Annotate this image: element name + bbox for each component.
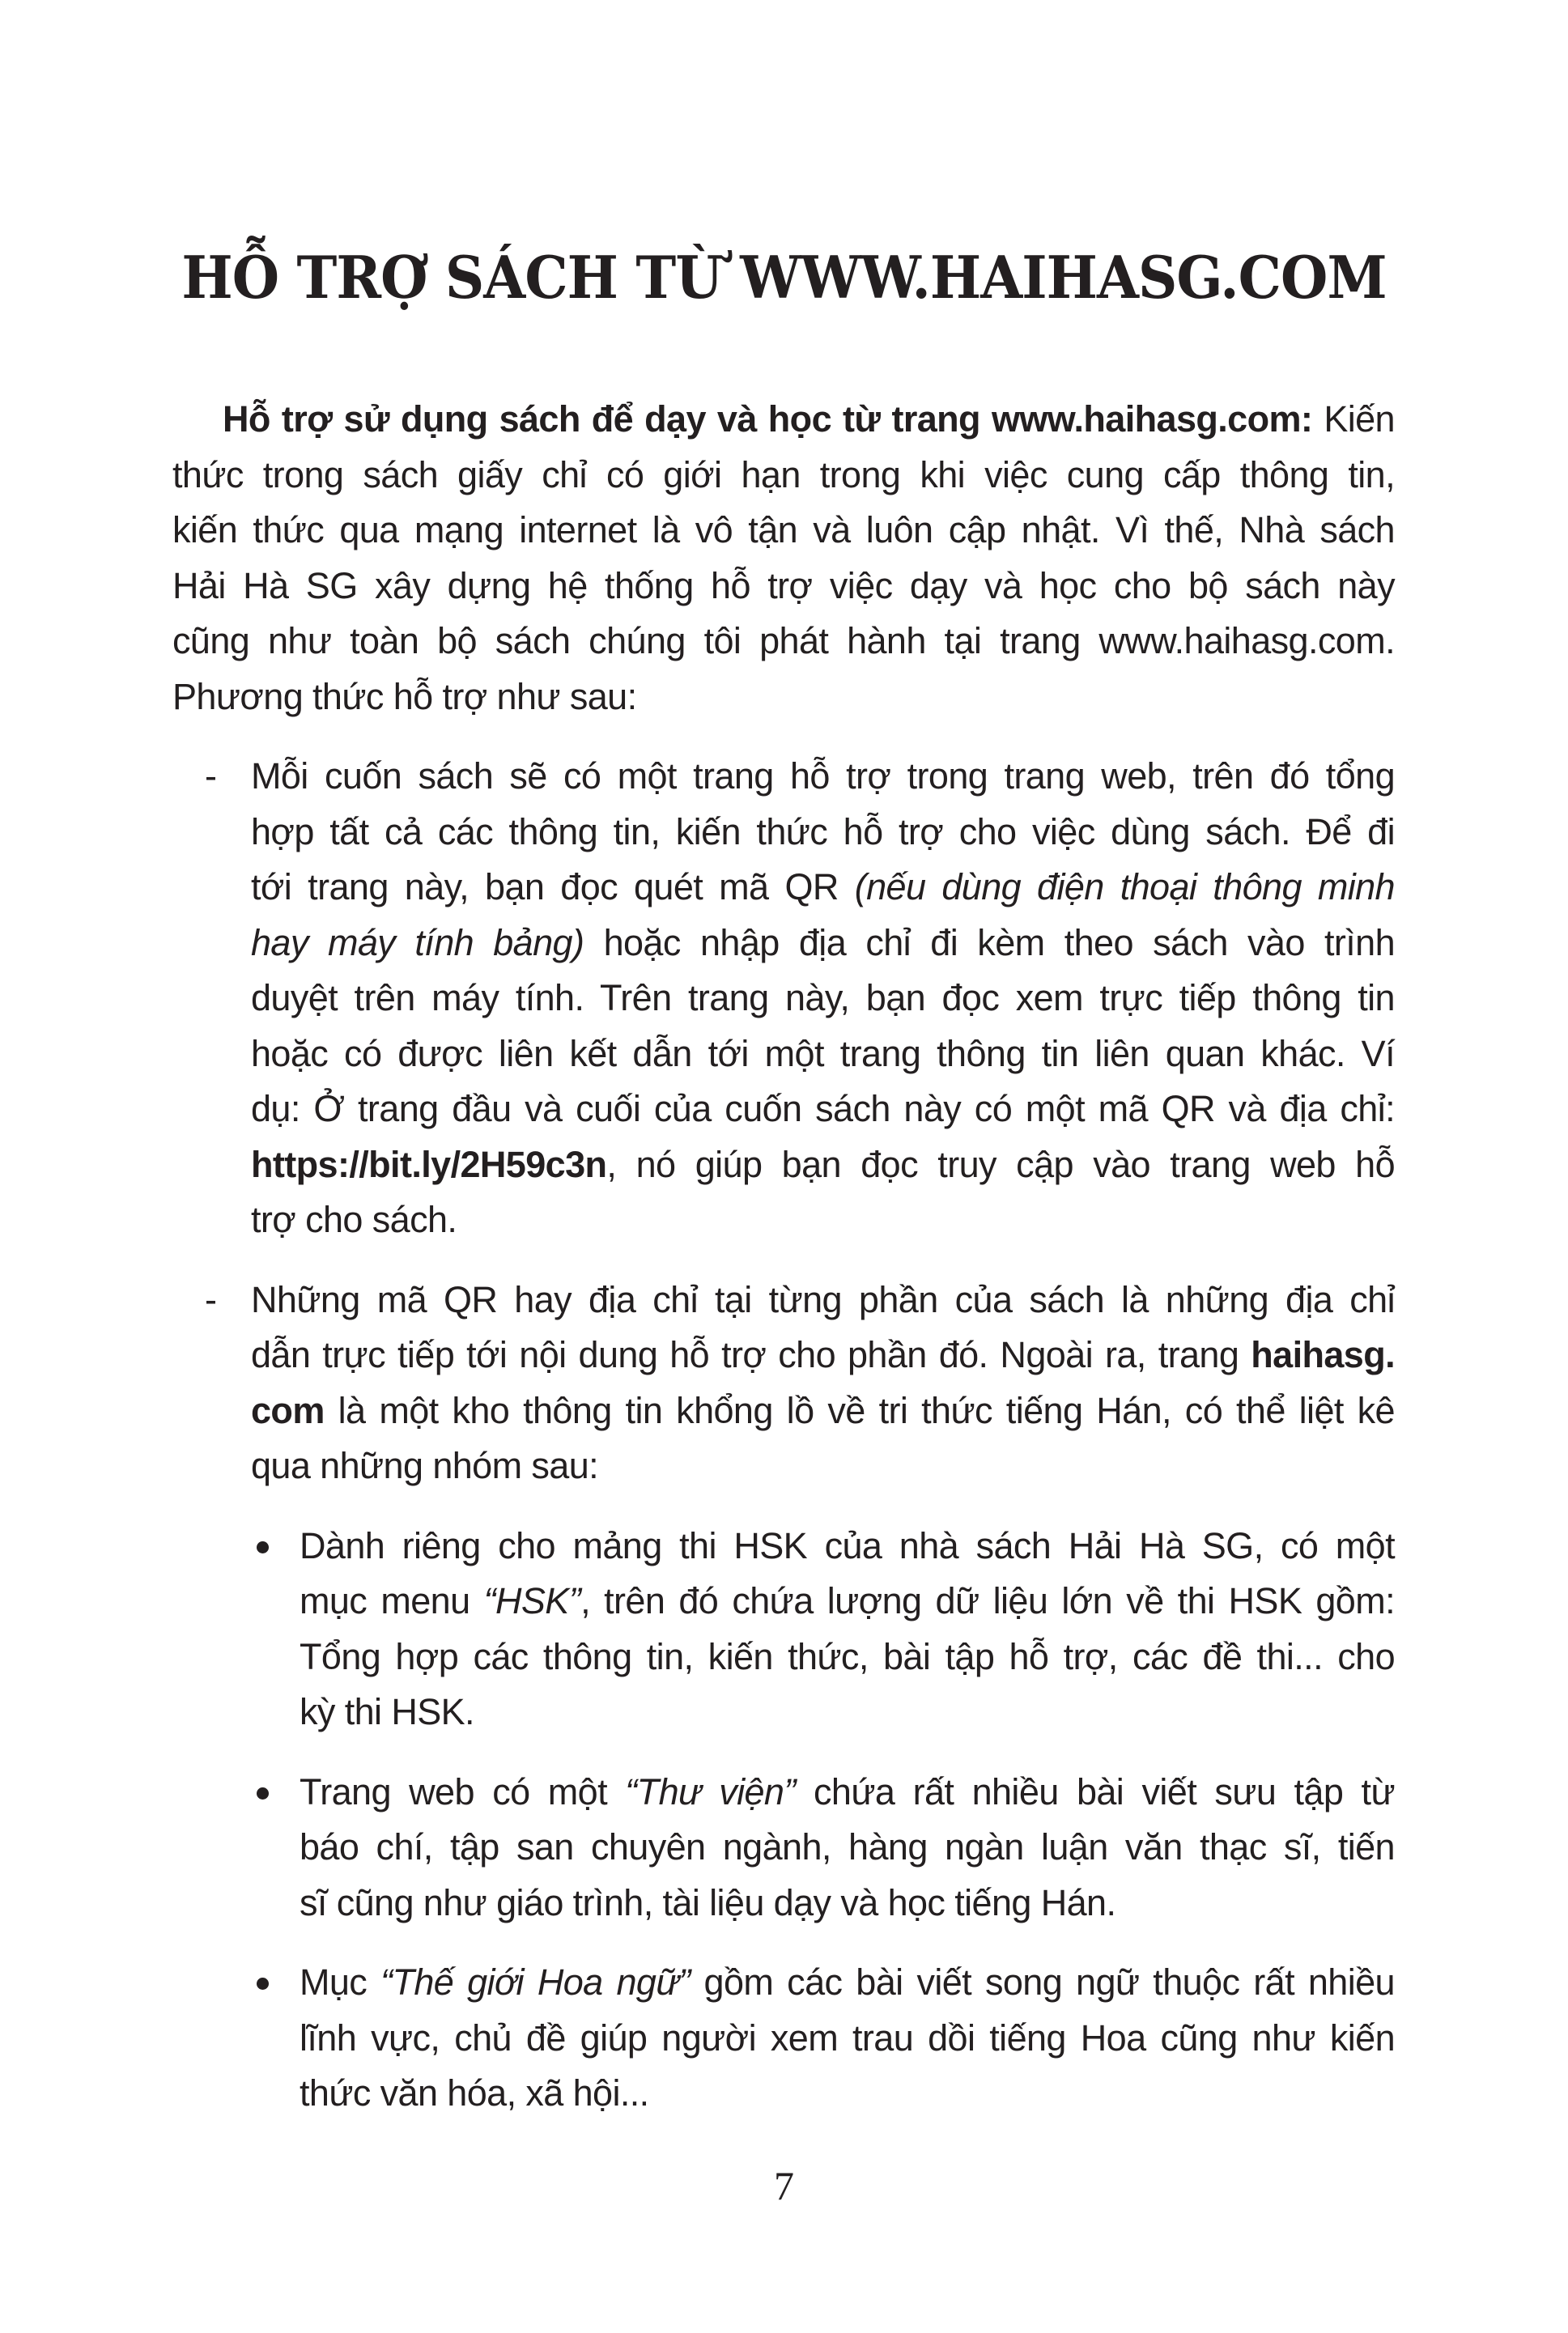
text-run: kỳ thi HSK. <box>300 1691 474 1732</box>
text-run: Dành riêng cho mảng thi HSK của nhà sách Hải Hà SG, có một <box>300 1524 1395 1566</box>
text-line <box>300 1820 1395 1876</box>
text-line <box>251 860 1395 916</box>
dash-list-item <box>172 749 1395 1248</box>
bullet-dot-icon <box>257 1541 269 1553</box>
text-line <box>300 1685 1395 1740</box>
text-run: , nó giúp bạn đọc truy cập vào trang web hỗ <box>606 1143 1395 1185</box>
text-line <box>172 448 1395 504</box>
text-line <box>172 614 1395 669</box>
text-run: chứa rất nhiều bài viết sưu tập từ <box>795 1770 1395 1812</box>
text-line <box>251 1273 1395 1328</box>
italic-text: hay máy tính bảng) <box>251 921 584 963</box>
text-run: duyệt trên máy tính. Trên trang này, bạn đọc xem trực tiếp thông tin <box>251 977 1395 1018</box>
text-run: Tổng hợp các thông tin, kiến thức, bài tập hỗ trợ, các đề thi... cho <box>300 1635 1395 1677</box>
link-text[interactable]: haihasg. <box>1251 1334 1395 1375</box>
text-line <box>251 1438 1395 1494</box>
text-line <box>251 805 1395 861</box>
text-line <box>251 749 1395 805</box>
text-run: dụ: Ở trang đầu và cuối của cuốn sách này có một mã QR và địa chỉ: <box>251 1088 1395 1129</box>
text-run: Kiến <box>1312 398 1395 440</box>
text-run: Hải Hà SG xây dựng hệ thống hỗ trợ việc dạy và học cho bộ sách này <box>172 564 1395 606</box>
text-run: hợp tất cả các thông tin, kiến thức hỗ trợ cho việc dùng sách. Để đi <box>251 810 1395 852</box>
bullet-list <box>172 1519 1395 2122</box>
italic-text: (nếu dùng điện thoại thông minh <box>854 866 1395 907</box>
dash-marker-icon: - <box>205 755 217 797</box>
text-run: qua những nhóm sau: <box>251 1445 599 1486</box>
link-text[interactable]: com <box>251 1389 325 1431</box>
link-text[interactable]: Hỗ trợ sử dụng sách để dạy và học từ trang www.haihasg.com: <box>223 398 1313 440</box>
text-line <box>251 971 1395 1026</box>
text-line <box>300 2011 1395 2067</box>
text-run: gồm các bài viết song ngữ thuộc rất nhiều <box>690 1961 1395 2003</box>
text-run: trợ cho sách. <box>251 1199 457 1240</box>
text-run: thức văn hóa, xã hội... <box>300 2072 649 2114</box>
text-line <box>300 1876 1395 1931</box>
dash-list <box>172 749 1395 1494</box>
text-run: sĩ cũng như giáo trình, tài liệu dạy và học tiếng Hán. <box>300 1881 1116 1923</box>
text-line <box>251 1328 1395 1383</box>
link-text[interactable]: https://bit.ly/2H59c3n <box>251 1143 607 1185</box>
text-line <box>172 559 1395 614</box>
text-line <box>300 1630 1395 1685</box>
text-run: Phương thức hỗ trợ như sau: <box>172 675 637 717</box>
text-line <box>251 1137 1395 1193</box>
text-line <box>251 1026 1395 1082</box>
italic-text: “Thế giới Hoa ngữ” <box>380 1961 691 2003</box>
text-line <box>300 1519 1395 1574</box>
text-line <box>300 1574 1395 1630</box>
text-line <box>251 916 1395 971</box>
text-run: hoặc có được liên kết dẫn tới một trang thông tin liên quan khác. Ví <box>251 1032 1395 1074</box>
document-body <box>172 392 1395 2122</box>
text-line <box>172 669 1395 725</box>
italic-text: “Thư viện” <box>625 1770 796 1812</box>
text-run: , trên đó chứa lượng dữ liệu lớn về thi HSK gồm: <box>580 1580 1395 1621</box>
text-line <box>172 392 1395 448</box>
text-run: báo chí, tập san chuyên ngành, hàng ngàn luận văn thạc sĩ, tiến <box>300 1826 1395 1868</box>
text-run: mục menu <box>300 1580 484 1621</box>
text-line <box>251 1082 1395 1137</box>
text-run: kiến thức qua mạng internet là vô tận và luôn cập nhật. Vì thế, Nhà sách <box>172 509 1395 550</box>
text-line <box>300 2066 1395 2122</box>
text-run: là một kho thông tin khổng lồ về tri thức tiếng Hán, có thể liệt kê <box>324 1389 1395 1431</box>
bullet-dot-icon <box>257 1978 269 1990</box>
intro-paragraph <box>172 392 1395 725</box>
text-run: Mỗi cuốn sách sẽ có một trang hỗ trợ trong trang web, trên đó tổng <box>251 755 1395 797</box>
text-run: cũng như toàn bộ sách chúng tôi phát hành tại trang www.haihasg.com. <box>172 620 1395 661</box>
text-run: Mục <box>300 1961 381 2003</box>
text-line <box>172 503 1395 559</box>
text-run: Trang web có một <box>300 1770 626 1812</box>
text-run: hoặc nhập địa chỉ đi kèm theo sách vào trình <box>584 921 1395 963</box>
text-run: tới trang này, bạn đọc quét mã QR <box>251 866 855 907</box>
text-line <box>300 1765 1395 1821</box>
text-run: thức trong sách giấy chỉ có giới hạn trong khi việc cung cấp thông tin, <box>172 453 1395 495</box>
text-line <box>300 1955 1395 2011</box>
page-title: HỖ TRỢ SÁCH TỪ WWW.HAIHASG.COM <box>181 243 1387 312</box>
page-number: 7 <box>774 2163 794 2208</box>
text-run: Những mã QR hay địa chỉ tại từng phần của sách là những địa chỉ <box>251 1278 1395 1320</box>
text-line <box>251 1192 1395 1248</box>
bullet-list-item <box>172 1955 1395 2122</box>
text-line <box>251 1383 1395 1439</box>
dash-marker-icon: - <box>205 1278 217 1320</box>
bullet-dot-icon <box>257 1787 269 1800</box>
bullet-list-item <box>172 1519 1395 1740</box>
text-run: lĩnh vực, chủ đề giúp người xem trau dồi tiếng Hoa cũng như kiến <box>300 2016 1395 2059</box>
dash-list-item <box>172 1273 1395 1494</box>
italic-text: “HSK” <box>483 1580 581 1621</box>
text-run: dẫn trực tiếp tới nội dung hỗ trợ cho phần đó. Ngoài ra, trang <box>251 1334 1251 1375</box>
bullet-list-item <box>172 1765 1395 1931</box>
